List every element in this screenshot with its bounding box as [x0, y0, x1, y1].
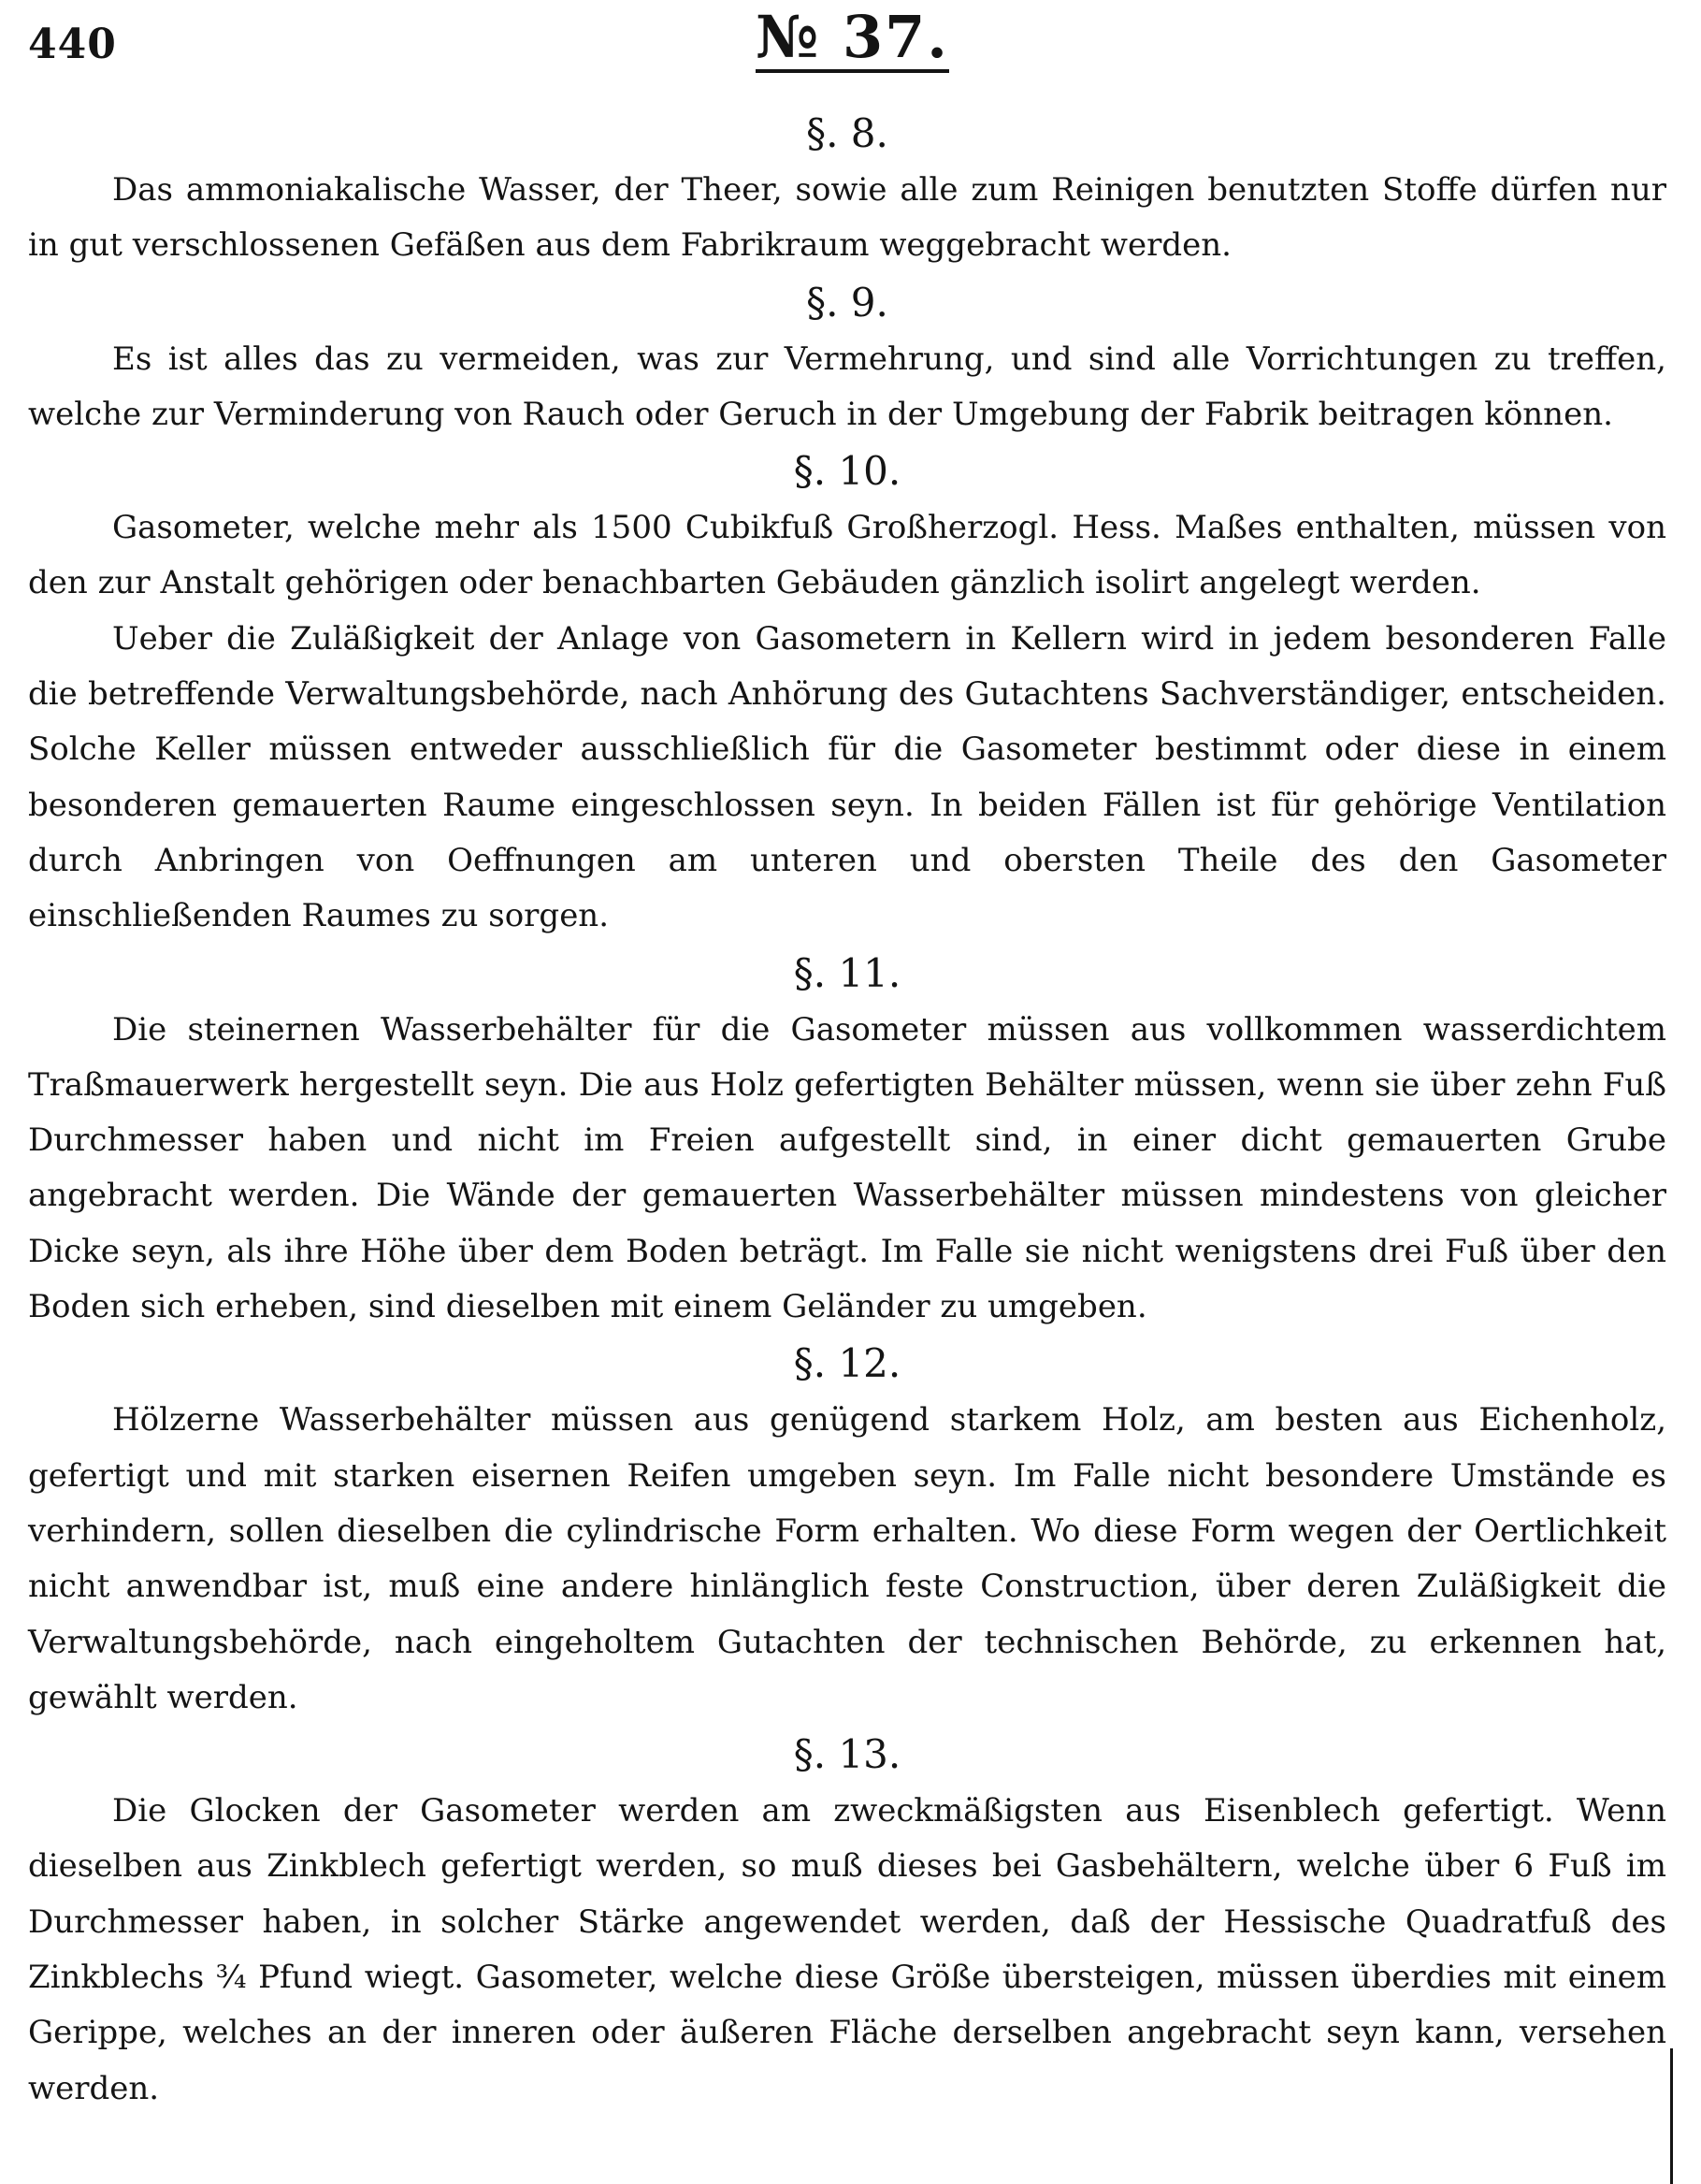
section-12: [28, 1335, 1666, 1726]
section-11: [28, 945, 1666, 1336]
paragraph: Hölzerne Wasserbehälter müssen aus genügend starkem Holz, am besten aus Eichenholz, gefertigt und mit starken eisernen Reifen umgeben seyn. Im Falle nicht besondere Umstände es verhindern, sollen dieselben die cylindrische Form erhalten. Wo diese Form wegen der Oertlichkeit nicht anwendbar ist, muß eine andere hinlänglich feste Construction, über deren Zuläßigkeit die Verwaltungsbehörde, nach eingeholtem Gutachten der technischen Behörde, zu erkennen hat, gewählt werden.: [28, 1401, 1666, 1716]
paragraph: Ueber die Zuläßigkeit der Anlage von Gasometern in Kellern wird in jedem besonderen Falle die betreffende Verwaltungsbehörde, nach Anhörung des Gutachtens Sachverständiger, entscheiden. Solche Keller müssen entweder ausschließlich für die Gasometer bestimmt oder diese in einem besonderen gemauerten Raume eingeschlossen seyn. In beiden Fällen ist für gehörige Ventilation durch Anbringen von Oeffnungen am unteren und obersten Theile des den Gasometer einschließenden Raumes zu sorgen.: [28, 619, 1666, 935]
page-number: 440: [28, 21, 117, 68]
section-heading: §. 11.: [793, 949, 901, 996]
paragraph: Die steinernen Wasserbehälter für die Gasometer müssen aus vollkommen wasserdichtem Traßmauerwerk hergestellt seyn. Die aus Holz gefertigten Behälter müssen, wenn sie über zehn Fuß Durchmesser haben und nicht im Freien aufgestellt sind, in einer dicht gemauerten Grube angebracht werden. Die Wände der gemauerten Wasserbehälter müssen mindestens von gleicher Dicke seyn, als ihre Höhe über dem Boden beträgt. Im Falle sie nicht wenigstens drei Fuß über den Boden sich erheben, sind dieselben mit einem Geländer zu umgeben.: [28, 1010, 1666, 1326]
body-text: [28, 105, 1666, 2117]
section-10: [28, 442, 1666, 944]
margin-rule: [1670, 2048, 1673, 2184]
section-heading: §. 12.: [793, 1340, 901, 1387]
section-heading: §. 8.: [806, 110, 888, 156]
section-heading: §. 13.: [793, 1731, 901, 1778]
section-8: [28, 105, 1666, 274]
section-9: [28, 274, 1666, 443]
section-heading: §. 9.: [806, 279, 888, 325]
paragraph: Die Glocken der Gasometer werden am zweckmäßigsten aus Eisenblech gefertigt. Wenn dieselben aus Zinkblech gefertigt werden, so muß dieses bei Gasbehältern, welche über 6 Fuß im Durchmesser haben, in solcher Stärke angewendet werden, daß der Hessische Quadratfuß des Zinkblechs ¾ Pfund wiegt. Gasometer, welche diese Größe übersteigen, müssen überdies mit einem Gerippe, welches an der inneren oder äußeren Fläche derselben angebracht seyn kann, versehen werden.: [28, 1792, 1666, 2107]
paragraph: Gasometer, welche mehr als 1500 Cubikfuß Großherzogl. Hess. Maßes enthalten, müssen von den zur Anstalt gehörigen oder benachbarten Gebäuden gänzlich isolirt angelegt werden.: [28, 509, 1666, 602]
issue-number: № 37.: [756, 3, 949, 71]
section-13: [28, 1726, 1666, 2117]
section-heading: §. 10.: [793, 448, 901, 495]
paragraph: Das ammoniakalische Wasser, der Theer, sowie alle zum Reinigen benutzten Stoffe dürfen nur in gut verschlossenen Gefäßen aus dem Fabrikraum weggebracht werden.: [28, 171, 1666, 265]
paragraph: Es ist alles das zu vermeiden, was zur Vermehrung, und sind alle Vorrichtungen zu treffen, welche zur Verminderung von Rauch oder Geruch in der Umgebung der Fabrik beitragen können.: [28, 340, 1666, 433]
